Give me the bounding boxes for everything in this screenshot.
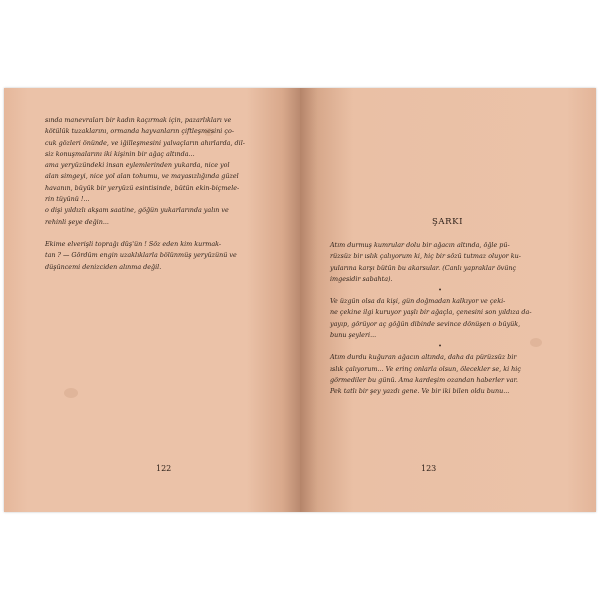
left-page-number: 122 <box>156 464 172 473</box>
section-separator: • <box>438 287 442 295</box>
left-paragraph-1: sında manevraları bir kadın kaçırmak için, pazarlıkları ve kötülük tuzaklarını, ormanda hayvanların çiftleşmesini ço- cuk gözleri önünde, ve iğilleşmesini yalvaçların ahırlarda, dil- siz konuşmalarını iki kişinin bir ağaç altında... ama yeryüzündeki insan eylemlerinden yukarda, nice yol alan simgeyi, nice yol alan tohumu, ve mayasızlığında güzel havanın, büyük bir yeryüzü esintisinde, bütün ekin-biçmele- rin tüyünü !... o dişi yıldızlı akşam saatine, göğün yukarlarında yalın ve rehinli şeye değin... <box>45 116 245 226</box>
right-paragraph-3: Atım durdu kuğuran ağacın altında, daha da pürüzsüz bir ıslık çalıyorum... Ve erinç onlarla olsun, ölecekler se, ki hiç görmediler bu günü. Ama kardeşim ozandan haberler var. Pek tatlı bir şey yazdı gene. Ve bir iki bilen oldu bunu... <box>330 353 521 396</box>
right-page-body <box>330 240 550 398</box>
left-paragraph-2: Ekime elverişli toprağı düş'ün ! Söz eden kim kurmak- tan ? — Gördüm engin uzaklıklarla bölünmüş yeryüzünü ve düşüncemi denizciden alınma değil. <box>45 239 237 271</box>
left-page <box>4 88 300 512</box>
open-book <box>4 88 596 512</box>
right-paragraph-2: Ve üzgün olsa da kişi, gün doğmadan kalkıyor ve çeki- ne çekine ilgi kuruyor yaşlı bir ağaçla, çenesini son yıldıza da- yayıp, görüyor aç göğün dibinde sevince dönüşen o büyük, bunu şeyleri... <box>330 297 532 340</box>
section-separator: • <box>438 343 442 351</box>
right-paragraph-1: Atım durmuş kumrular dolu bir ağacın altında, öğle pü- rüzsüz bir ıslık çalıyorum ki, hiç bir sözü tutmaz oluyor ku- yularına karşı bütün bu akarsular. (Canlı yapraklar övünç imgesidir sabahta). <box>330 241 521 283</box>
left-page-body <box>45 115 265 273</box>
paper-stain <box>64 388 78 398</box>
right-page-number: 123 <box>421 464 437 473</box>
right-page <box>300 88 596 512</box>
poem-title: ŞARKI <box>432 217 464 227</box>
